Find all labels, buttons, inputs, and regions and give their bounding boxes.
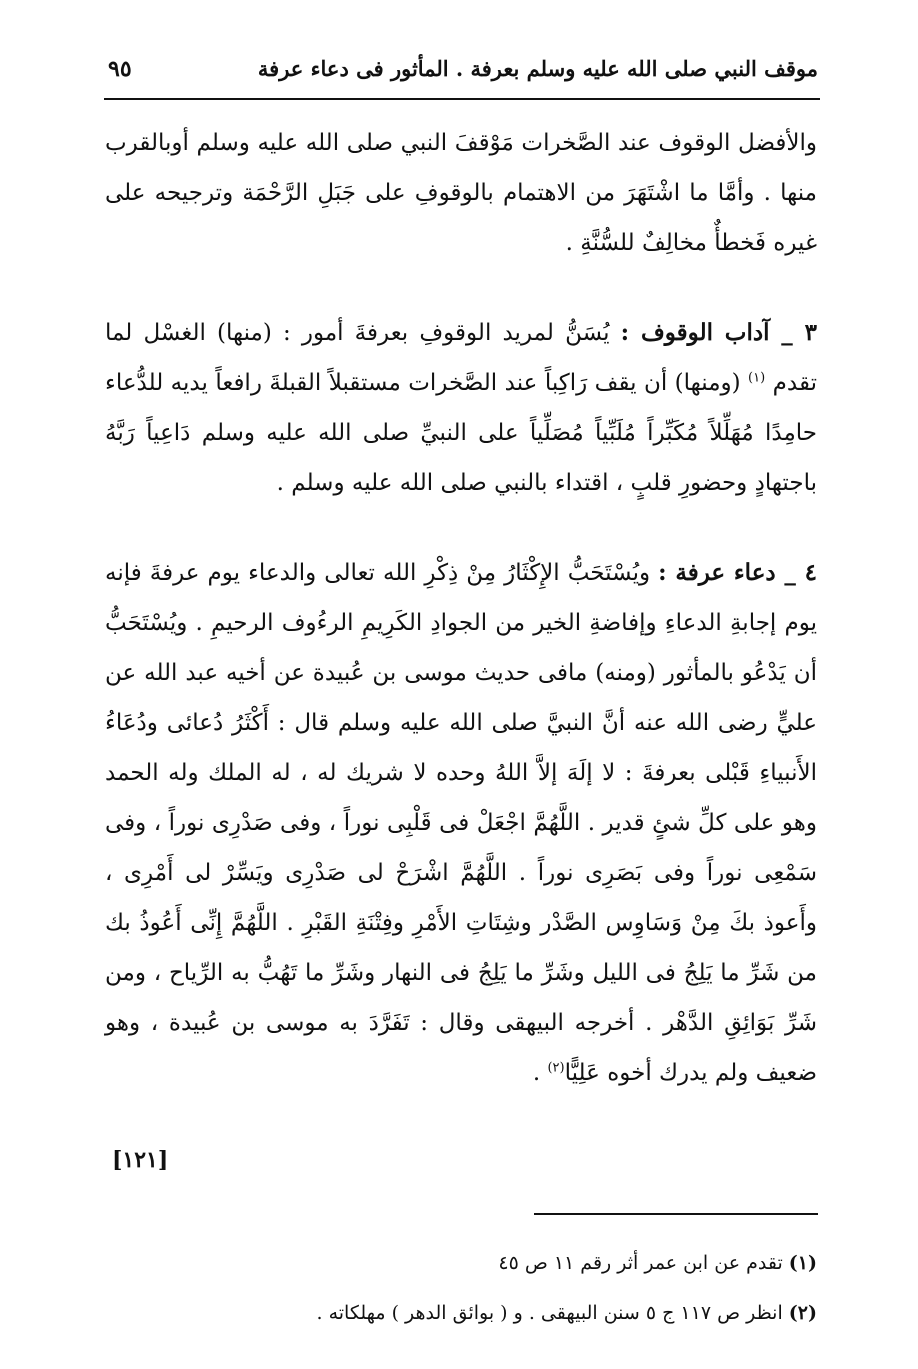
footnote-text: تقدم عن ابن عمر أثر رقم ١١ ص ٤٥ [498, 1252, 783, 1274]
section-heading-etiquette: ٣ _ آداب الوقوف : [620, 319, 817, 346]
paragraph-standing-place [105, 118, 817, 268]
footnote-text: انظر ص ١١٧ ج ٥ سنن البيهقى . و ( بوائق الدهر ) مهلكاته . [316, 1302, 783, 1324]
footnote-mark: (٢) [788, 1302, 817, 1324]
paragraph-text: والأفضل الوقوف عند الصَّخرات مَوْقفَ النبي صلى الله عليه وسلم أوبالقرب منها . وأمَّا ما اشْتَهَرَ من الاهتمام بالوقوفِ على جَبَلِ الرَّحْمَة وترجيحه على غيره فَخطأٌ مخالِفٌ للسُّنَّةِ . [105, 130, 817, 256]
paragraph-text: ويُسْتَحَبُّ الإِكْثَارُ مِنْ ذِكْرِ الله تعالى والدعاء يوم عرفةَ فإنه يوم إجابةِ الدعاءِ وإفاضةِ الخير من الجوادِ الكَرِيمِ الرءُوف الرحيمِ . ويُسْتَحَبُّ أن يَدْعُو بالمأثور (ومنه) مافى حديث موسى بن عُبيدة عن أخيه عبد الله عن عليٍّ رضى الله عنه أنَّ النبيَّ صلى الله عليه وسلم قال : أَكْثَرُ دُعائى ودُعَاءُ الأَنبياءِ قَبْلى بعرفةَ : لا إلَهَ إلاَّ اللهُ وحده لا شريك له ، له الملك وله الحمد وهو على كلِّ شئٍ قدير . اللَّهُمَّ اجْعَلْ فى قَلْبِى نوراً ، وفى صَدْرِى نوراً ، وفى سَمْعِى نوراً وفى بَصَرِى نوراً . اللَّهُمَّ اشْرَحْ لى صَدْرِى ويَسِّرْ لى أَمْرِى ، وأَعوذ بكَ مِنْ وَسَاوِس الصَّدْر وشِتَاتِ الأَمْرِ وفِتْنَةِ القَبْرِ . اللَّهُمَّ إِنِّى أَعُوذُ بك من شَرِّ ما يَلِجُ فى الليل وشَرِّ ما يَلِجُ فى النهار وشَرِّ ما تَهُبُّ به الرِّياح ، ومن شَرِّ بَوَائِقِ الدَّهْر . أخرجه البيهقى وقال : تَفَرَّدَ به موسى بن عُبيدة ، وهو ضعيف ولم يدرك أخوه عَلِيًّا [105, 560, 817, 1086]
paragraph-standing-etiquette [105, 308, 817, 508]
main-text [105, 118, 817, 1098]
page-number: ٩٥ [108, 56, 132, 82]
footnote-2 [105, 1288, 817, 1338]
paragraph-text: يُسَنُّ لمريد الوقوفِ بعرفةَ أمور : (منها) الغسْل لما تقدم [105, 320, 817, 396]
footnotes [105, 1238, 817, 1338]
page-code: [١٢١] [112, 1147, 169, 1173]
footnote-reference-2[interactable]: (٢) [547, 1060, 565, 1076]
footnote-rule [534, 1213, 818, 1215]
running-title: موقف النبي صلى الله عليه وسلم بعرفة . المأثور فى دعاء عرفة [257, 56, 818, 81]
footnote-mark: (١) [788, 1252, 817, 1274]
paragraph-text: . [532, 1060, 541, 1086]
section-heading-supplication: ٤ _ دعاء عرفة : [658, 559, 817, 586]
header-rule [104, 98, 820, 100]
paragraph-text: (ومنها) أن يقف رَاكِباً عند الصَّخرات مستقبلاً القبلةَ رافعاً يديه للدُّعاء حامِدًا مُهَلِّلاً مُكَبِّراً مُلَبِّياً مُصَلِّياً على النبيِّ صلى الله عليه وسلم دَاعِياً رَبَّهُ باجتهادٍ وحضورِ قلبٍ ، اقتداء بالنبي صلى الله عليه وسلم . [105, 370, 817, 496]
running-header [108, 52, 818, 92]
footnote-1 [105, 1238, 817, 1288]
footnote-reference-1[interactable]: (١) [748, 370, 766, 386]
paragraph-arafa-supplication [105, 548, 817, 1098]
